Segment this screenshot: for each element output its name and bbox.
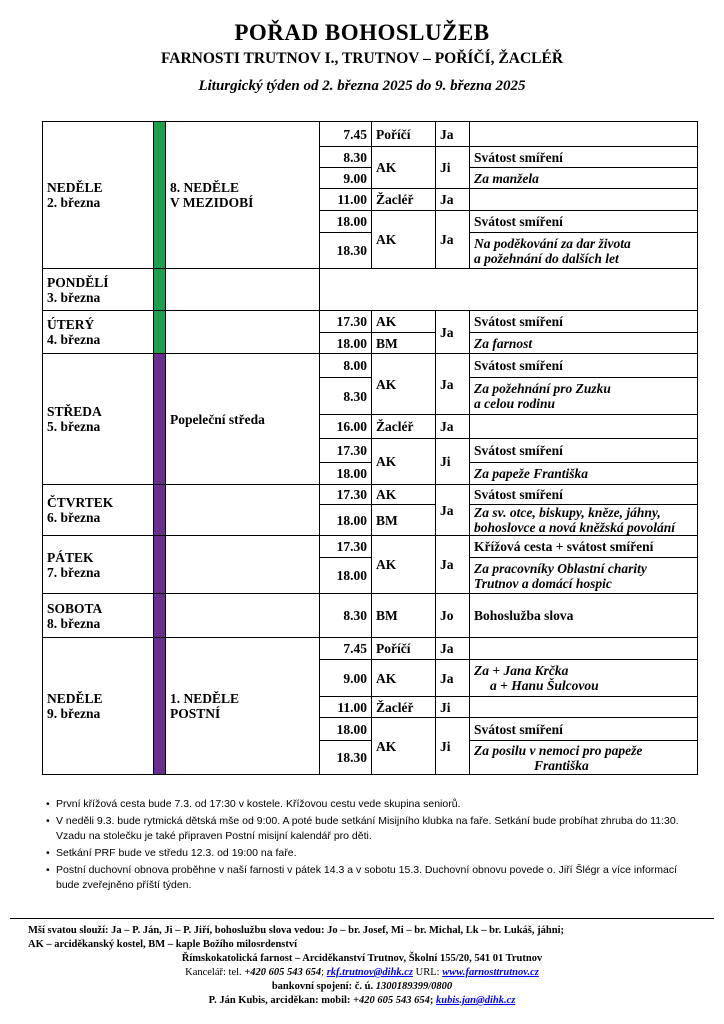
table-row — [43, 536, 698, 558]
feast-cell: Popeleční středa — [166, 354, 320, 485]
time-cell: 16.00 — [320, 415, 372, 439]
office-email-link[interactable]: rkf.trutnov@dihk.cz — [326, 967, 414, 978]
priest-cell: Ja — [436, 211, 470, 269]
intention-cell: Za požehnání pro Zuzku a celou rodinu — [470, 378, 698, 415]
priest-cell: Ja — [436, 311, 470, 354]
intention-cell: Svátost smíření — [470, 354, 698, 378]
time-cell: 18.00 — [320, 463, 372, 485]
intention-cell: Za farnost — [470, 333, 698, 354]
place-cell: BM — [372, 594, 436, 638]
liturgical-color-bar — [154, 354, 166, 485]
intention-cell: Křížová cesta + svátost smíření — [470, 536, 698, 558]
feast-cell: 8. NEDĚLE V MEZIDOBÍ — [166, 122, 320, 269]
priest-cell: Ja — [436, 354, 470, 415]
time-cell: 7.45 — [320, 122, 372, 147]
place-cell: AK — [372, 718, 436, 775]
table-row — [43, 269, 698, 311]
footer-legend — [28, 924, 708, 952]
liturgical-color-bar — [154, 638, 166, 775]
time-cell: 9.00 — [320, 660, 372, 697]
intention-cell: Na poděkování za dar života a požehnání do dalších let — [470, 233, 698, 269]
day-cell: ČTVRTEK 6. března — [43, 485, 154, 536]
time-cell: 8.30 — [320, 378, 372, 415]
priest-cell: Ja — [436, 485, 470, 536]
time-cell: 17.30 — [320, 485, 372, 505]
place-cell: AK — [372, 211, 436, 269]
time-cell: 18.30 — [320, 741, 372, 775]
day-cell: SOBOTA 8. března — [43, 594, 154, 638]
priest-phone: +420 605 543 654 — [353, 995, 430, 1006]
day-cell: PÁTEK 7. března — [43, 536, 154, 594]
day-cell: ÚTERÝ 4. března — [43, 311, 154, 354]
office-contact: Kancelář: tel. +420 605 543 654; rkf.trutnov@dihk.cz URL: www.farnosttrutnov.cz — [185, 967, 539, 978]
legend-line: Mší svatou slouží: Ja – P. Ján, Ji – P. Jiří, bohoslužbu slova vedou: Jo – br. Josef, Mi – br. Michal, Lk – br. Lukáš, jáhni; — [28, 925, 564, 936]
time-cell: 18.00 — [320, 211, 372, 233]
announcements — [42, 797, 702, 895]
intention-cell: Za manžela — [470, 168, 698, 189]
intention-cell: Svátost smíření — [470, 147, 698, 168]
place-cell: AK — [372, 354, 436, 415]
place-cell: BM — [372, 505, 436, 536]
intention-cell — [470, 122, 698, 147]
table-row — [43, 638, 698, 660]
priest-cell: Ja — [436, 122, 470, 147]
intention-cell: Za pracovníky Oblastní charity Trutnov a domácí hospic — [470, 558, 698, 594]
intention-cell: Za + Jana Krčka a + Hanu Šulcovou — [470, 660, 698, 697]
intention-cell: Svátost smíření — [470, 211, 698, 233]
priest-cell: Jo — [436, 594, 470, 638]
place-cell: AK — [372, 536, 436, 594]
place-cell: AK — [372, 485, 436, 505]
time-cell: 18.00 — [320, 558, 372, 594]
time-cell: 8.30 — [320, 594, 372, 638]
parish-address: Římskokatolická farnost – Arciděkanství Trutnov, Školní 155/20, 541 01 Trutnov — [181, 953, 543, 964]
feast-cell — [166, 536, 320, 594]
empty-cell — [320, 269, 698, 311]
place-cell: AK — [372, 439, 436, 485]
bank-details — [0, 980, 724, 994]
priest-cell: Ji — [436, 439, 470, 485]
liturgical-color-bar — [154, 594, 166, 638]
priest-cell: Ja — [436, 638, 470, 660]
table-row — [43, 354, 698, 378]
parish-subtitle: FARNOSTI TRUTNOV I., TRUTNOV – POŘÍČÍ, ŽACLÉŘ — [160, 50, 564, 67]
priest-label: P. Ján Kubis, arciděkan: mobil: — [208, 995, 351, 1006]
time-cell: 8.00 — [320, 354, 372, 378]
day-cell: NEDĚLE 2. března — [43, 122, 154, 269]
place-cell: BM — [372, 333, 436, 354]
intention-cell — [470, 697, 698, 718]
intention-cell — [470, 189, 698, 211]
page-title: POŘAD BOHOSLUŽEB — [234, 20, 490, 45]
intention-cell: Bohoslužba slova — [470, 594, 698, 638]
feast-cell — [166, 485, 320, 536]
table-row — [43, 311, 698, 333]
intention-cell: Svátost smíření — [470, 718, 698, 741]
priest-email-link[interactable]: kubis.jan@dihk.cz — [436, 995, 516, 1006]
bank-label: bankovní spojení: č. ú. — [271, 981, 374, 992]
place-cell: Žacléř — [372, 189, 436, 211]
day-cell: STŘEDA 5. března — [43, 354, 154, 485]
priest-cell: Ji — [436, 147, 470, 189]
liturgical-color-bar — [154, 311, 166, 354]
place-cell: Žacléř — [372, 415, 436, 439]
website-link[interactable]: www.farnosttrutnov.cz — [442, 967, 539, 978]
time-cell: 8.30 — [320, 147, 372, 168]
list-item: • V neděli 9.3. bude rytmická dětská mše od 9:00. A poté bude setkání Misijního klubka na faře. Setkání bude probíhat zhruba do 11:30. Vzadu na stolečku je také připraven Postní misijní kalendář pro děti. — [56, 814, 702, 844]
list-item: • Postní duchovní obnova proběhne v naší farnosti v pátek 14.3 a v sobotu 15.3. Duchovní obnovu povede o. Jiří Šlégr a více informací bude zveřejněno příští týden. — [56, 863, 702, 893]
priest-cell: Ji — [436, 718, 470, 775]
intention-cell: Za sv. otce, biskupy, kněze, jáhny, bohoslovce a nová kněžská povolání — [470, 505, 698, 536]
priest-cell: Ja — [436, 660, 470, 697]
intention-cell: Za papeže Františka — [470, 463, 698, 485]
place-cell: Poříčí — [372, 638, 436, 660]
url-label: URL: — [415, 967, 440, 978]
place-cell: AK — [372, 147, 436, 189]
time-cell: 7.45 — [320, 638, 372, 660]
office-label: Kancelář: tel. — [185, 967, 242, 978]
time-cell: 11.00 — [320, 697, 372, 718]
intention-cell — [470, 415, 698, 439]
liturgical-color-bar — [154, 122, 166, 269]
time-cell: 17.30 — [320, 311, 372, 333]
time-cell: 18.00 — [320, 718, 372, 741]
time-cell: 9.00 — [320, 168, 372, 189]
intention-cell — [470, 638, 698, 660]
priest-cell: Ji — [436, 697, 470, 718]
liturgical-week: Liturgický týden od 2. března 2025 do 9. března 2025 — [198, 78, 526, 94]
time-cell: 17.30 — [320, 439, 372, 463]
table-row — [43, 122, 698, 147]
schedule-table — [42, 121, 698, 775]
intention-cell: Svátost smíření — [470, 311, 698, 333]
feast-cell — [166, 311, 320, 354]
time-cell: 17.30 — [320, 536, 372, 558]
list-item: • První křížová cesta bude 7.3. od 17:30 v kostele. Křížovou cestu vede skupina seniorů. — [56, 797, 702, 812]
intention-cell: Svátost smíření — [470, 439, 698, 463]
table-row — [43, 485, 698, 505]
time-cell: 18.00 — [320, 505, 372, 536]
legend-line: AK – arciděkanský kostel, BM – kaple Božího milosrdenství — [28, 939, 298, 950]
place-cell: Žacléř — [372, 697, 436, 718]
priest-cell: Ja — [436, 189, 470, 211]
priest-cell: Ja — [436, 536, 470, 594]
time-cell: 18.00 — [320, 333, 372, 354]
liturgical-color-bar — [154, 485, 166, 536]
bank-account: 1300189399/0800 — [375, 981, 453, 992]
liturgical-color-bar — [154, 269, 166, 311]
feast-cell — [166, 594, 320, 638]
priest-contact: P. Ján Kubis, arciděkan: mobil: +420 605 543 654; kubis.jan@dihk.cz — [208, 995, 516, 1006]
table-row — [43, 594, 698, 638]
liturgical-color-bar — [154, 536, 166, 594]
time-cell: 11.00 — [320, 189, 372, 211]
place-cell: Poříčí — [372, 122, 436, 147]
intention-cell: Za posilu v nemoci pro papeže Františka — [470, 741, 698, 775]
day-cell: NEDĚLE 9. března — [43, 638, 154, 775]
day-cell: PONDĚLÍ 3. března — [43, 269, 154, 311]
place-cell: AK — [372, 660, 436, 697]
feast-cell — [166, 269, 320, 311]
office-phone: +420 605 543 654 — [244, 967, 322, 978]
place-cell: AK — [372, 311, 436, 333]
priest-cell: Ja — [436, 415, 470, 439]
footer-divider — [10, 918, 714, 919]
intention-cell: Svátost smíření — [470, 485, 698, 505]
list-item: • Setkání PRF bude ve středu 12.3. od 19:00 na faře. — [56, 846, 702, 861]
feast-cell: 1. NEDĚLE POSTNÍ — [166, 638, 320, 775]
time-cell: 18.30 — [320, 233, 372, 269]
